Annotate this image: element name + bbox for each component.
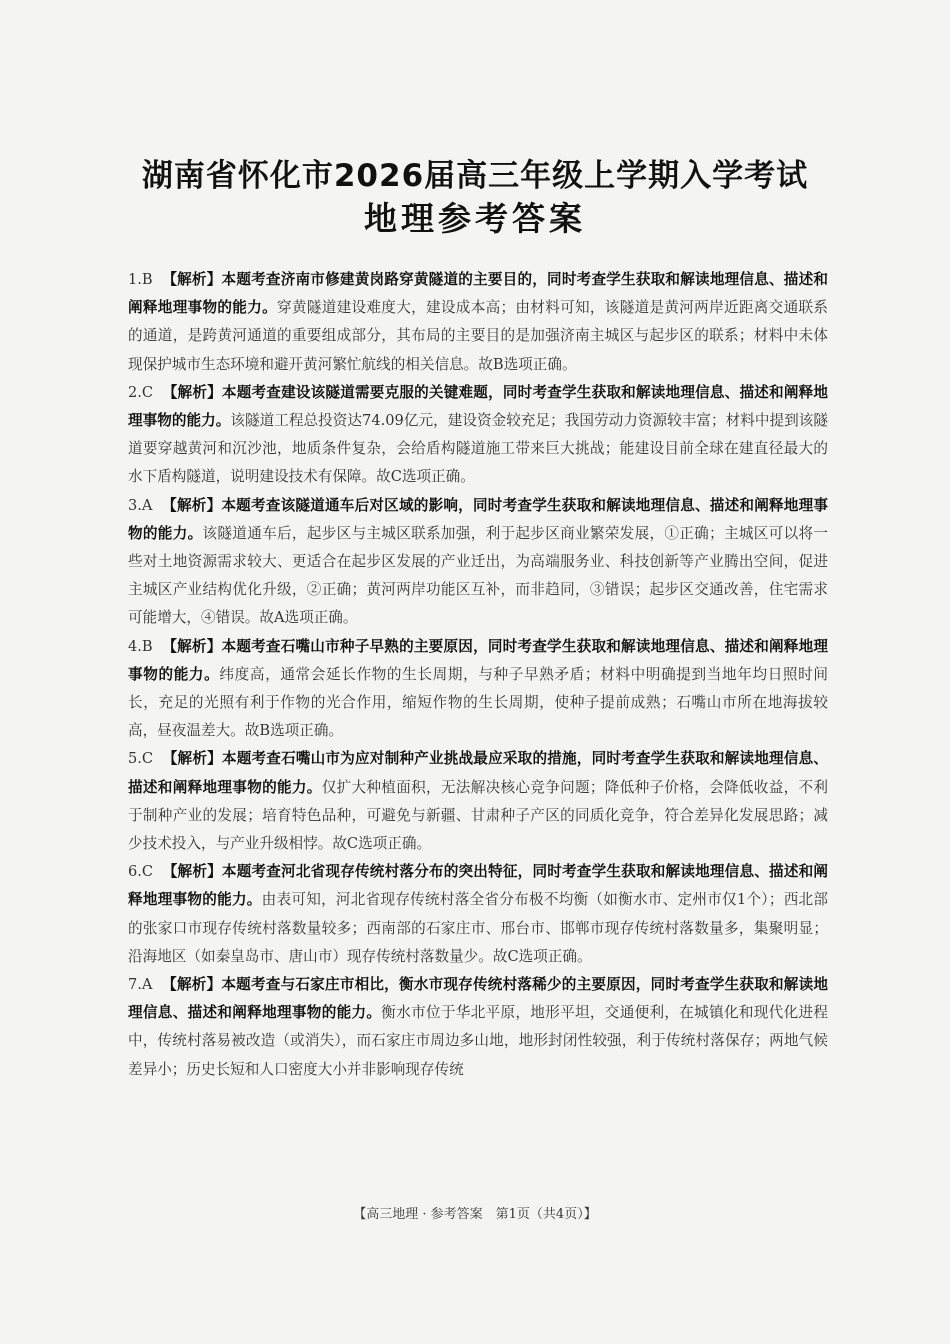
answer-body: 纬度高，通常会延长作物的生长周期，与种子早熟矛盾；材料中明确提到当地年均日照时间长，充足的光照有利于作物的光合作用，缩短作物的生长周期，使种子提前成熟；石嘴山市所在地海拔较高，昼夜温差大。故B选项正确。 bbox=[128, 665, 828, 740]
answer-item-2 bbox=[128, 379, 828, 492]
answer-body: 穿黄隧道建设难度大，建设成本高；由材料可知，该隧道是黄河两岸近距离交通联系的通道，是跨黄河通道的重要组成部分，其布局的主要目的是加强济南主城区与起步区的联系；材料中未体现保护城市生态环境和避开黄河繁忙航线的相关信息。故B选项正确。 bbox=[128, 299, 828, 373]
answer-lead: 【解析】本题考查石嘴山市为应对制种产业挑战最应采取的措施，同时考查学生获取和解读地理信息、描述和阐释地理事物的能力。 bbox=[128, 750, 828, 796]
page-title: 湖南省怀化市2026届高三年级上学期入学考试 bbox=[141, 158, 809, 194]
answer-lead: 【解析】本题考查与石家庄市相比，衡水市现存传统村落稀少的主要原因，同时考查学生获取和解读地理信息、描述和阐释地理事物的能力。 bbox=[128, 976, 828, 1022]
answer-number: 7.A bbox=[128, 976, 153, 994]
answer-lead: 【解析】本题考查建设该隧道需要克服的关键难题，同时考查学生获取和解读地理信息、描述和阐释地理事物的能力。 bbox=[128, 383, 828, 430]
answer-number: 3.A bbox=[128, 496, 153, 514]
page-footer: 【高三地理 · 参考答案 第1页（共4页）】 bbox=[353, 1207, 597, 1222]
answer-item-4 bbox=[128, 633, 828, 746]
answer-body: 仅扩大种植面积，无法解决核心竞争问题；降低种子价格，会降低收益，不利于制种产业的发展；培育特色品种，可避免与新疆、甘肃种子产区的同质化竞争，符合差异化发展思路；减少技术投入，与产业升级相悖。故C选项正确。 bbox=[128, 778, 828, 853]
page-subtitle: 地理参考答案 bbox=[364, 199, 586, 238]
answer-number: 2.C bbox=[128, 383, 154, 401]
answer-body: 衡水市位于华北平原，地形平坦，交通便利，在城镇化和现代化进程中，传统村落易被改造（或消失），而石家庄市周边多山地，地形封闭性较强，利于传统村落保存；两地气候差异小；历史长短和人口密度大小并非影响现存传统 bbox=[128, 1004, 828, 1078]
answer-number: 5.C bbox=[128, 750, 154, 768]
answer-lead: 【解析】本题考查石嘴山市种子早熟的主要原因，同时考查学生获取和解读地理信息、描述和阐释地理事物的能力。 bbox=[128, 637, 828, 683]
answer-number: 4.B bbox=[128, 637, 153, 655]
answer-body: 由表可知，河北省现存传统村落全省分布极不均衡（如衡水市、定州市仅1个）；西北部的张家口市现存传统村落数量较多；西南部的石家庄市、邢台市、邯郸市现存传统村落数量多，集聚明显；沿海地区（如秦皇岛市、唐山市）现存传统村落数量少。故C选项正确。 bbox=[128, 891, 828, 965]
answer-item-1 bbox=[128, 266, 828, 379]
answer-body: 该隧道工程总投资达74.09亿元，建设资金较充足；我国劳动力资源较丰富；材料中提到该隧道要穿越黄河和沉沙池，地质条件复杂，会给盾构隧道施工带来巨大挑战；能建设目前全球在建直径最大的水下盾构隧道，说明建设技术有保障。故C选项正确。 bbox=[128, 412, 828, 486]
answer-item-3 bbox=[128, 492, 828, 633]
answer-body: 该隧道通车后，起步区与主城区联系加强，利于起步区商业繁荣发展，①正确；主城区可以将一些对土地资源需求较大、更适合在起步区发展的产业迁出，为高端服务业、科技创新等产业腾出空间，促进主城区产业结构优化升级，②正确；黄河两岸功能区互补，而非趋同，③错误；起步区交通改善，住宅需求可能增大，④错误。故A选项正确。 bbox=[128, 524, 828, 627]
answer-lead: 【解析】本题考查该隧道通车后对区域的影响，同时考查学生获取和解读地理信息、描述和阐释地理事物的能力。 bbox=[128, 496, 828, 542]
answer-item-7 bbox=[128, 971, 828, 1084]
answer-item-5 bbox=[128, 745, 828, 858]
answer-lead: 【解析】本题考查河北省现存传统村落分布的突出特征，同时考查学生获取和解读地理信息、描述和阐释地理事物的能力。 bbox=[128, 863, 828, 909]
answer-list bbox=[128, 266, 828, 1084]
answer-item-6 bbox=[128, 858, 828, 971]
answer-number: 6.C bbox=[128, 863, 154, 881]
answer-number: 1.B bbox=[128, 271, 153, 288]
answer-lead: 【解析】本题考查济南市修建黄岗路穿黄隧道的主要目的，同时考查学生获取和解读地理信息、描述和阐释地理事物的能力。 bbox=[128, 271, 828, 317]
